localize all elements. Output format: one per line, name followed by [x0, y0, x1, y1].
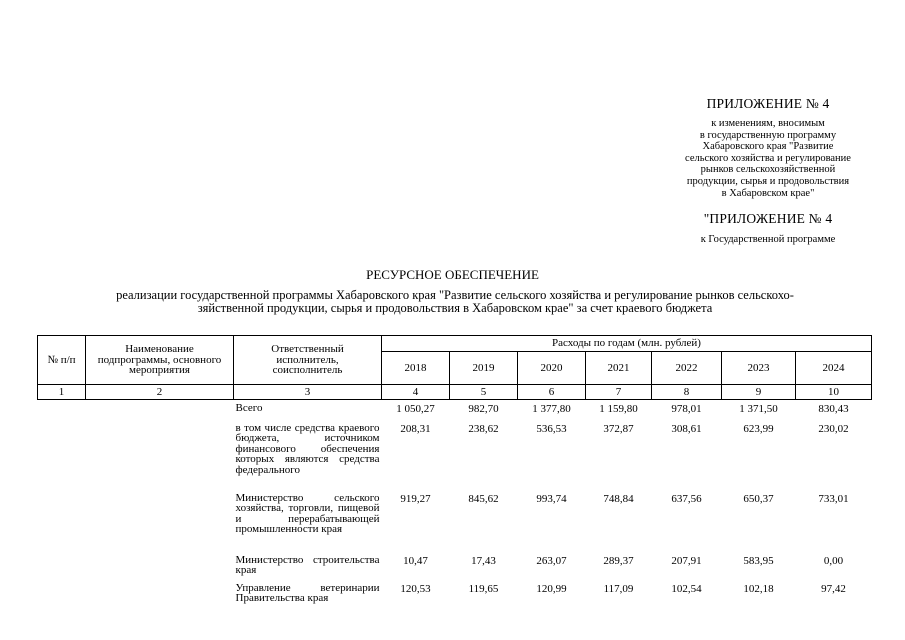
row-value: 263,07: [536, 554, 567, 567]
row-num: [38, 580, 86, 608]
column-number: 1: [38, 385, 86, 400]
row-num: [38, 420, 86, 490]
column-number: 2: [86, 385, 234, 400]
appendix-note-line: рынков сельскохозяйственной: [700, 164, 836, 176]
row-value: 120,53: [400, 582, 431, 595]
row-value: 238,62: [468, 422, 499, 435]
row-value: 117,09: [603, 582, 634, 595]
subtitle-line: реализации государственной программы Хабаровского края "Развитие сельского хозяйства и регулирование рынков сельскохо-: [116, 288, 794, 302]
header-num: № п/п: [38, 336, 86, 385]
row-executor: в том числе средства краевого бюджета, источником финансового обеспечения которых являются средства федерального: [235, 421, 380, 476]
row-num: [38, 490, 86, 552]
row-value: 120,99: [536, 582, 567, 595]
row-executor: Министерство строительства края: [235, 553, 380, 576]
row-value: 372,87: [603, 422, 634, 435]
column-number: 8: [652, 385, 722, 400]
row-value: 289,37: [603, 554, 634, 567]
appendix-note-line: в государственную программу: [699, 129, 837, 141]
appendix-note-line: сельского хозяйства и регулирование: [685, 152, 851, 164]
row-value: 830,43: [818, 403, 849, 415]
document-subtitle: [40, 289, 870, 314]
appendix-note: [660, 118, 876, 199]
row-num: [38, 400, 86, 420]
row-value: 623,99: [743, 422, 774, 435]
table-row: [38, 552, 872, 580]
column-number: 5: [450, 385, 518, 400]
row-value: 1 377,80: [532, 403, 571, 415]
header-year: 2018: [382, 352, 450, 385]
subtitle-line: зяйственной продукции, сырья и продовольствия в Хабаровском крае" за счет краевого бюджета: [197, 300, 713, 315]
appendix-note-line: продукции, сырья и продовольствия: [686, 175, 850, 187]
table-row: [38, 420, 872, 490]
appendix-note-line: Хабаровского края "Развитие: [702, 141, 834, 153]
header-year: 2019: [450, 352, 518, 385]
row-value: 10,47: [403, 554, 428, 567]
row-name: [86, 490, 234, 552]
row-name: [86, 420, 234, 490]
column-number: 4: [382, 385, 450, 400]
table-row: [38, 490, 872, 552]
header-executor: Ответственный исполнитель, соисполнитель: [234, 336, 382, 385]
column-number: 3: [234, 385, 382, 400]
row-value: 982,70: [468, 403, 499, 415]
row-value: 650,37: [743, 492, 774, 505]
appendix-note-line: в Хабаровском крае": [721, 187, 815, 199]
row-value: 919,27: [400, 492, 431, 505]
header-expenses: Расходы по годам (млн. рублей): [382, 336, 872, 352]
row-value: 207,91: [671, 554, 702, 567]
row-executor: Управление ветеринарии Правительства края: [235, 581, 380, 604]
document-title: РЕСУРСНОЕ ОБЕСПЕЧЕНИЕ: [366, 267, 539, 282]
row-value: 536,53: [536, 422, 567, 435]
row-value: 993,74: [536, 492, 567, 505]
row-value: 102,18: [743, 582, 774, 595]
row-name: [86, 580, 234, 608]
row-value: 1 371,50: [739, 403, 778, 415]
row-value: 0,00: [823, 554, 844, 567]
row-name: [86, 400, 234, 420]
column-number: 6: [518, 385, 586, 400]
appendix-note-line: к изменениям, вносимым: [711, 118, 825, 129]
row-value: 733,01: [818, 492, 849, 505]
appendix-note-original: к Государственной программе: [700, 234, 836, 245]
header-year: 2023: [722, 352, 796, 385]
header-year: 2024: [796, 352, 872, 385]
row-value: 978,01: [671, 403, 702, 415]
row-value: 230,02: [818, 422, 849, 435]
table-row: [38, 580, 872, 608]
appendix-title-original: "ПРИЛОЖЕНИЕ № 4: [703, 211, 833, 226]
row-num: [38, 552, 86, 580]
row-executor: Министерство сельского хозяйства, торговли, пищевой и перерабатывающей промышленности края: [235, 491, 380, 535]
column-number: 10: [796, 385, 872, 400]
header-year: 2021: [586, 352, 652, 385]
row-value: 102,54: [671, 582, 702, 595]
column-number: 7: [586, 385, 652, 400]
row-value: 637,56: [671, 492, 702, 505]
row-value: 748,84: [603, 492, 634, 505]
column-number-row: [38, 385, 872, 400]
row-value: 17,43: [471, 554, 496, 567]
row-value: 97,42: [821, 582, 846, 595]
row-value: 583,95: [743, 554, 774, 567]
header-name: Наименование подпрограммы, основного мероприятия: [86, 336, 234, 385]
row-value: 308,61: [671, 422, 702, 435]
row-name: [86, 552, 234, 580]
row-value: 119,65: [468, 582, 499, 595]
column-number: 9: [722, 385, 796, 400]
row-value: 1 050,27: [396, 403, 435, 415]
row-executor: Всего: [235, 402, 263, 414]
header-year: 2022: [652, 352, 722, 385]
header-year: 2020: [518, 352, 586, 385]
appendix-title: ПРИЛОЖЕНИЕ № 4: [706, 96, 830, 111]
row-value: 1 159,80: [599, 403, 638, 415]
resource-table: [37, 335, 872, 608]
row-value: 208,31: [400, 422, 431, 435]
table-row: [38, 400, 872, 420]
row-value: 845,62: [468, 492, 499, 505]
